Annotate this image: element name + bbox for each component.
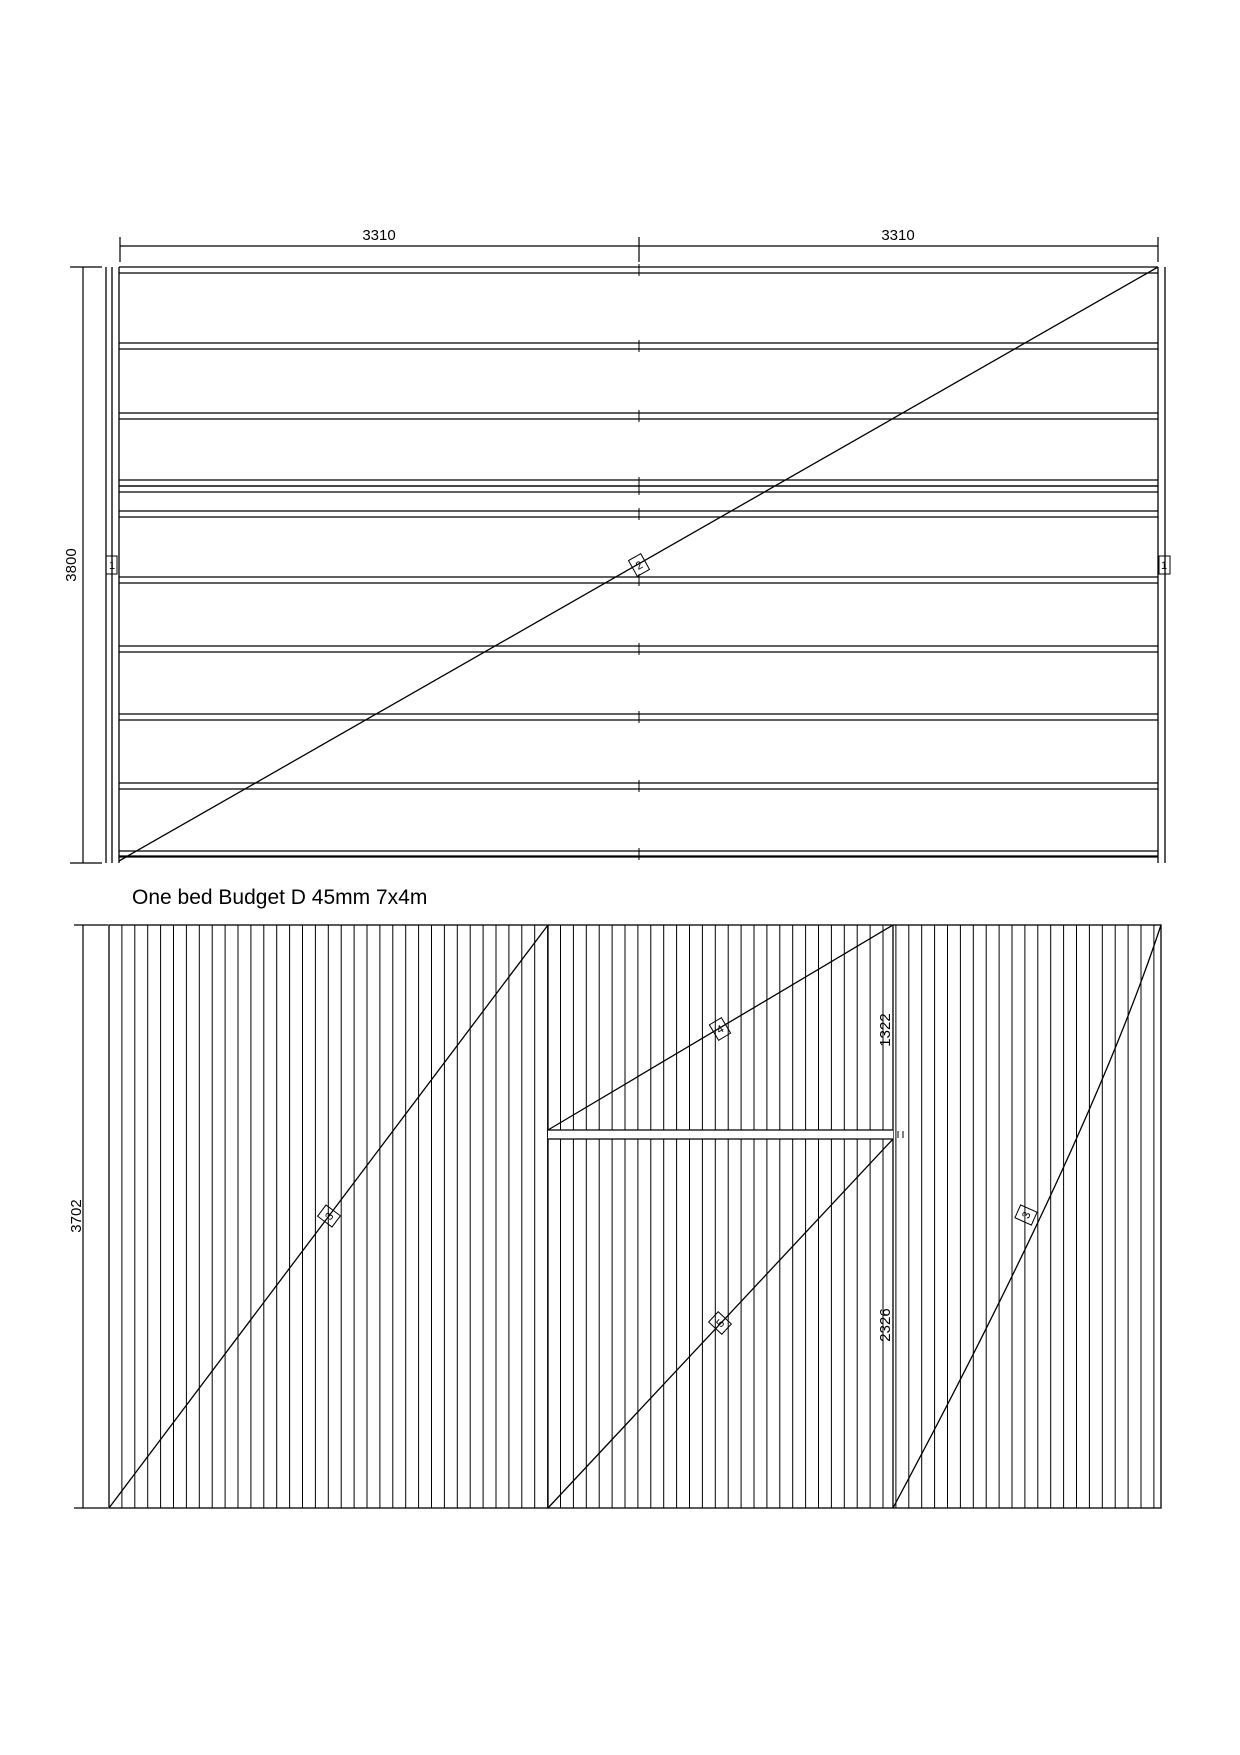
upper-dim-label: 1322 <box>877 1013 894 1047</box>
roof-depth-dim-label: 3702 <box>68 1199 85 1233</box>
depth-dimension <box>63 267 102 863</box>
floor-boards <box>122 925 1154 1508</box>
tag-right-panel <box>1015 1205 1037 1225</box>
tag-diagonal <box>629 554 650 577</box>
drawing-title: One bed Budget D 45mm 7x4m <box>132 886 428 909</box>
svg-text:5: 5 <box>714 1317 728 1331</box>
svg-text:3: 3 <box>323 1210 337 1223</box>
svg-text:2: 2 <box>633 559 646 573</box>
width-dim-left: 3310 <box>362 227 396 244</box>
tag-upper-triangle <box>709 1018 730 1041</box>
svg-text:1: 1 <box>1160 560 1168 572</box>
svg-text:1: 1 <box>108 560 116 572</box>
roof-depth-dimension <box>68 925 108 1508</box>
width-dimension <box>120 227 1158 262</box>
lower-dim-label: 2326 <box>877 1308 894 1342</box>
floor-frame-plan <box>63 227 1170 863</box>
board-plan <box>68 925 1161 1508</box>
svg-text:4: 4 <box>714 1023 727 1037</box>
board-outline <box>109 925 1161 1508</box>
tag-left-panel <box>318 1205 341 1227</box>
svg-text:3: 3 <box>1020 1210 1034 1221</box>
depth-dim-label: 3800 <box>63 548 80 582</box>
width-dim-right: 3310 <box>881 227 915 244</box>
cross-member <box>548 1130 903 1139</box>
